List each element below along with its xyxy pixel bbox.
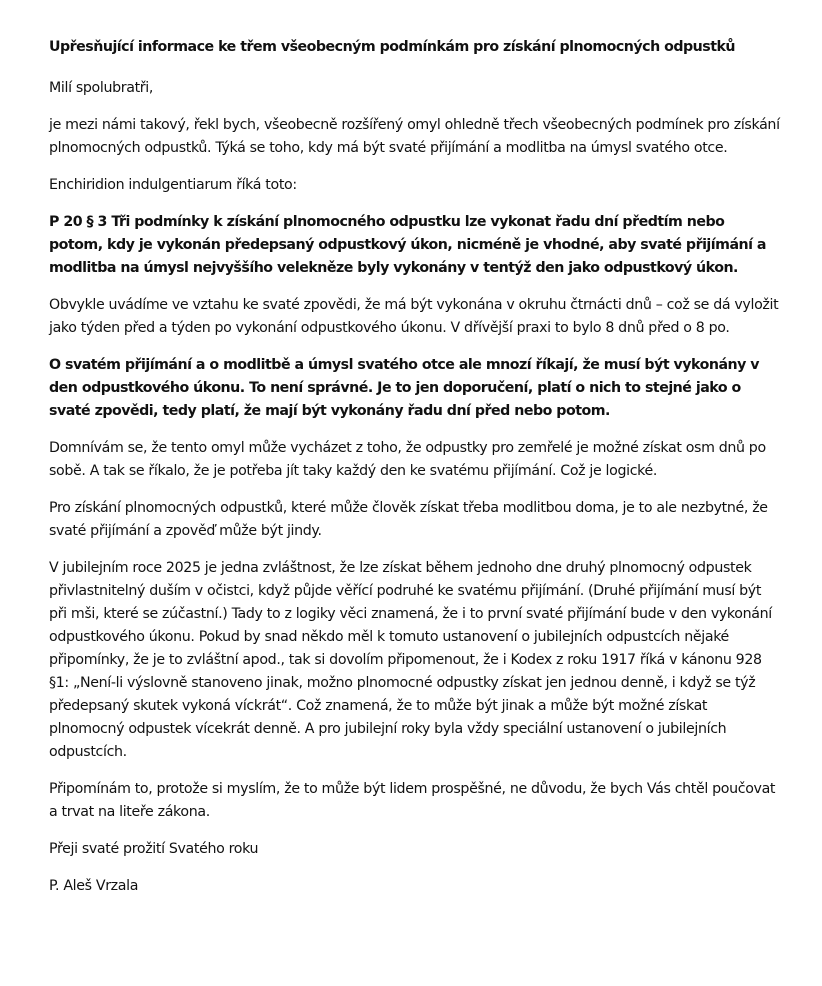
paragraph-intro: je mezi námi takový, řekl bych, všeobecně rozšířený omyl ohledně třech všeobecných podmínek pro získání plnomocných odpustků. Týká se toho, kdy má být svaté přijímání a modlitba na úmysl svatého otce. bbox=[49, 117, 780, 156]
paragraph-enchiridion-quote: P 20 § 3 Tři podmínky k získání plnomocného odpustku lze vykonat řadu dní předtím nebo potom, kdy je vykonán předepsaný odpustkový úkon, nicméně je vhodné, aby svaté přijímání a modlitba na úmysl nejvyššího velekněze byly vykonány v tentýž den jako odpustkový úkon. bbox=[49, 214, 766, 276]
paragraph-communion-emphasis: O svatém přijímání a o modlitbě a úmysl svatého otce ale mnozí říkají, že musí být vykonány v den odpustkového úkonu. To není správné. Je to jen doporučení, platí o nich to stejné jako o svaté zpovědi, tedy platí, že mají být vykonány řadu dní před nebo potom. bbox=[49, 357, 760, 419]
paragraph-reminder: Připomínám to, protože si myslím, že to může být lidem prospěšné, ne důvodu, že bych Vás chtěl poučovat a trvat na liteře zákona. bbox=[49, 781, 776, 820]
greeting: Milí spolubratři, bbox=[49, 80, 154, 96]
signature: P. Aleš Vrzala bbox=[49, 878, 139, 894]
paragraph-deceased: Domnívám se, že tento omyl může vycházet z toho, že odpustky pro zemřelé je možné získat osm dnů po sobě. A tak se říkalo, že je potřeba jít taky každý den ke svatému přijímání. Což je logické. bbox=[49, 440, 766, 479]
paragraph-confession: Obvykle uvádíme ve vztahu ke svaté zpovědi, že má být vykonána v okruhu čtrnácti dnů – což se dá vyložit jako týden před a týden po vykonání odpustkového úkonu. V dřívější praxi to bylo 8 dnů před o 8 po. bbox=[49, 297, 779, 336]
paragraph-home-prayer: Pro získání plnomocných odpustků, které může člověk získat třeba modlitbou doma, je to ale nezbytné, že svaté přijímání a zpověď může být jindy. bbox=[49, 500, 768, 539]
closing-wish: Přeji svaté prožití Svatého roku bbox=[49, 841, 259, 857]
paragraph-enchiridion-intro: Enchiridion indulgentiarum říká toto: bbox=[49, 177, 297, 193]
paragraph-jubilee: V jubilejním roce 2025 je jedna zvláštnost, že lze získat během jednoho dne druhý plnomocný odpustek přivlastnitelný duším v očistci, když půjde věřící podruhé ke svatému přijímání. (Druhé přijímání musí být při mši, které se zúčastní.) Tady to z logiky věci znamená, že i to první svaté přijímání bude v den vykonání odpustkového úkonu. Pokud by snad někdo měl k tomuto ustanovení o jubilejních odpustcích nějaké připomínky, že je to zvláštní apod., tak si dovolím připomenout, že i Kodex z roku 1917 říká v kánonu 928 §1: „Není-li výslovně stanoveno jinak, možno plnomocné odpustky získat jen jednou denně, i když se týž předepsaný skutek vykoná víckrát“. Což znamená, že to může být jinak a může být možné získat plnomocný odpustek vícekrát denně. A pro jubilejní roky byla vždy speciální ustanovení o jubilejních odpustcích. bbox=[49, 560, 772, 760]
document-title: Upřesňující informace ke třem všeobecným podmínkám pro získání plnomocných odpustků bbox=[49, 39, 736, 55]
